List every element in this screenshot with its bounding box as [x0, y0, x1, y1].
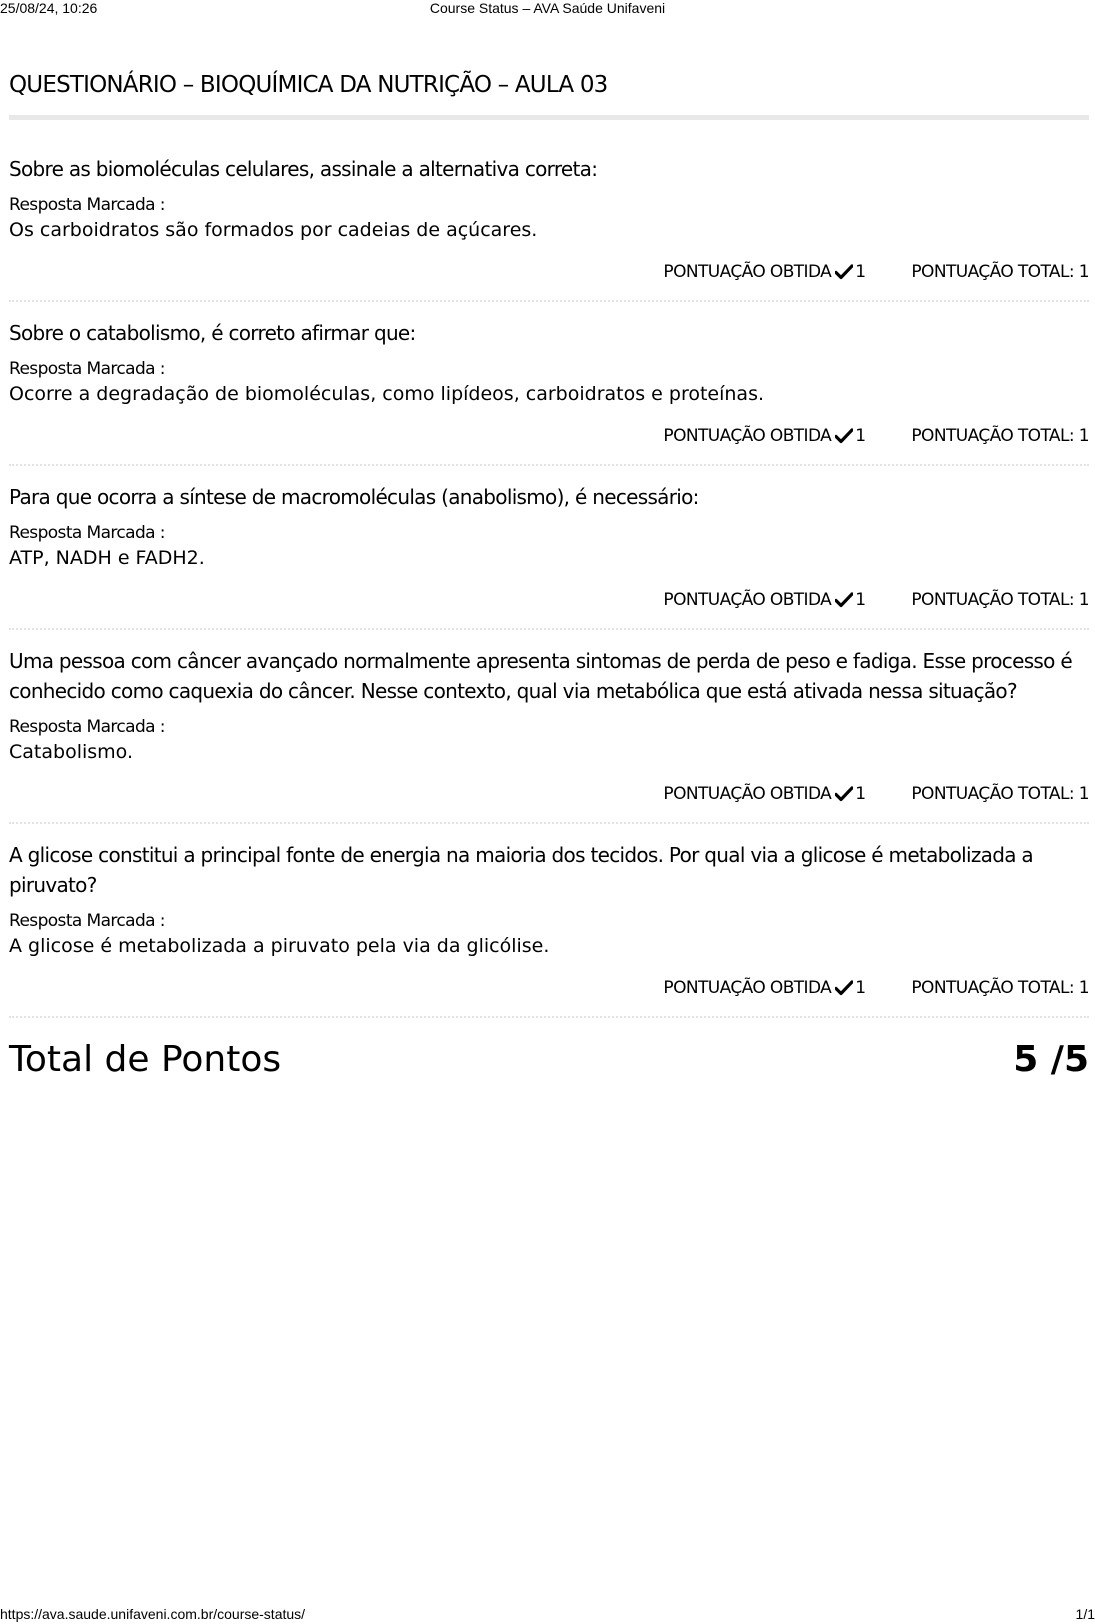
score-total	[911, 262, 1089, 282]
answer-label: Resposta Marcada :	[9, 911, 165, 931]
score-obtained	[663, 590, 865, 610]
score-obtained-value: 1	[855, 262, 866, 282]
print-url: https://ava.saude.unifaveni.com.br/course-status/	[0, 1606, 306, 1622]
score-row	[9, 422, 1089, 450]
score-total-value: 1	[1078, 590, 1089, 610]
score-obtained-value: 1	[855, 426, 866, 446]
score-total-value: 1	[1078, 978, 1089, 998]
score-total-value: 1	[1078, 426, 1089, 446]
score-obtained	[663, 262, 865, 282]
answer-label: Resposta Marcada :	[9, 359, 165, 379]
quiz-content	[9, 60, 1089, 1084]
title-divider	[9, 115, 1089, 120]
score-row	[9, 974, 1089, 1002]
score-obtained-value: 1	[855, 590, 866, 610]
score-obtained-label: PONTUAÇÃO OBTIDA	[663, 784, 832, 804]
score-obtained-label: PONTUAÇÃO OBTIDA	[663, 262, 832, 282]
print-header	[0, 0, 1095, 18]
score-total-value: 1	[1078, 262, 1089, 282]
page-title: QUESTIONÁRIO – BIOQUÍMICA DA NUTRIÇÃO – AULA 03	[9, 72, 608, 98]
answer-text: A glicose é metabolizada a piruvato pela via da glicólise.	[9, 935, 550, 957]
answer-text: ATP, NADH e FADH2.	[9, 547, 205, 569]
question-item	[9, 482, 1089, 630]
score-total	[911, 426, 1089, 446]
question-text: Uma pessoa com câncer avançado normalmente apresenta sintomas de perda de peso e fadiga. Esse processo é conhecido como caquexia do câncer. Nesse contexto, qual via metabólica que está ativada nessa situação?	[9, 649, 1072, 703]
answer-text: Ocorre a degradação de biomoléculas, como lipídeos, carboidratos e proteínas.	[9, 383, 765, 405]
question-item	[9, 318, 1089, 466]
score-obtained	[663, 426, 865, 446]
score-total-label: PONTUAÇÃO TOTAL:	[911, 978, 1074, 998]
total-points-label: Total de Pontos	[9, 1038, 282, 1080]
score-row	[9, 586, 1089, 614]
check-icon	[835, 786, 853, 802]
check-icon	[835, 428, 853, 444]
question-text: Sobre as biomoléculas celulares, assinale a alternativa correta:	[9, 157, 598, 181]
question-text: Sobre o catabolismo, é correto afirmar que:	[9, 321, 416, 345]
question-text: A glicose constitui a principal fonte de energia na maioria dos tecidos. Por qual via a glicose é metabolizada a piruvato?	[9, 843, 1033, 897]
score-obtained-label: PONTUAÇÃO OBTIDA	[663, 426, 832, 446]
score-total-label: PONTUAÇÃO TOTAL:	[911, 426, 1074, 446]
question-item	[9, 154, 1089, 302]
score-total-label: PONTUAÇÃO TOTAL:	[911, 784, 1074, 804]
answer-label: Resposta Marcada :	[9, 523, 165, 543]
score-obtained	[663, 784, 865, 804]
print-page-number: 1/1	[1075, 1606, 1095, 1622]
answer-text: Catabolismo.	[9, 741, 133, 763]
question-text: Para que ocorra a síntese de macromoléculas (anabolismo), é necessário:	[9, 485, 699, 509]
score-total-label: PONTUAÇÃO TOTAL:	[911, 590, 1074, 610]
score-total	[911, 590, 1089, 610]
question-item	[9, 840, 1089, 1018]
total-points-row	[9, 1034, 1089, 1084]
check-icon	[835, 980, 853, 996]
score-obtained-value: 1	[855, 784, 866, 804]
answer-label: Resposta Marcada :	[9, 195, 165, 215]
score-obtained	[663, 978, 865, 998]
check-icon	[835, 592, 853, 608]
score-obtained-label: PONTUAÇÃO OBTIDA	[663, 590, 832, 610]
score-obtained-label: PONTUAÇÃO OBTIDA	[663, 978, 832, 998]
score-total-value: 1	[1078, 784, 1089, 804]
print-page-title: Course Status – AVA Saúde Unifaveni	[429, 0, 666, 16]
print-footer	[0, 1606, 1095, 1624]
answer-label: Resposta Marcada :	[9, 717, 165, 737]
score-row	[9, 258, 1089, 286]
answer-text: Os carboidratos são formados por cadeias de açúcares.	[9, 219, 538, 241]
score-row	[9, 780, 1089, 808]
score-total	[911, 784, 1089, 804]
score-obtained-value: 1	[855, 978, 866, 998]
score-total-label: PONTUAÇÃO TOTAL:	[911, 262, 1074, 282]
print-datetime: 25/08/24, 10:26	[0, 0, 98, 16]
total-points-value: 5 /5	[1013, 1038, 1089, 1080]
question-item	[9, 646, 1089, 824]
check-icon	[835, 264, 853, 280]
score-total	[911, 978, 1089, 998]
